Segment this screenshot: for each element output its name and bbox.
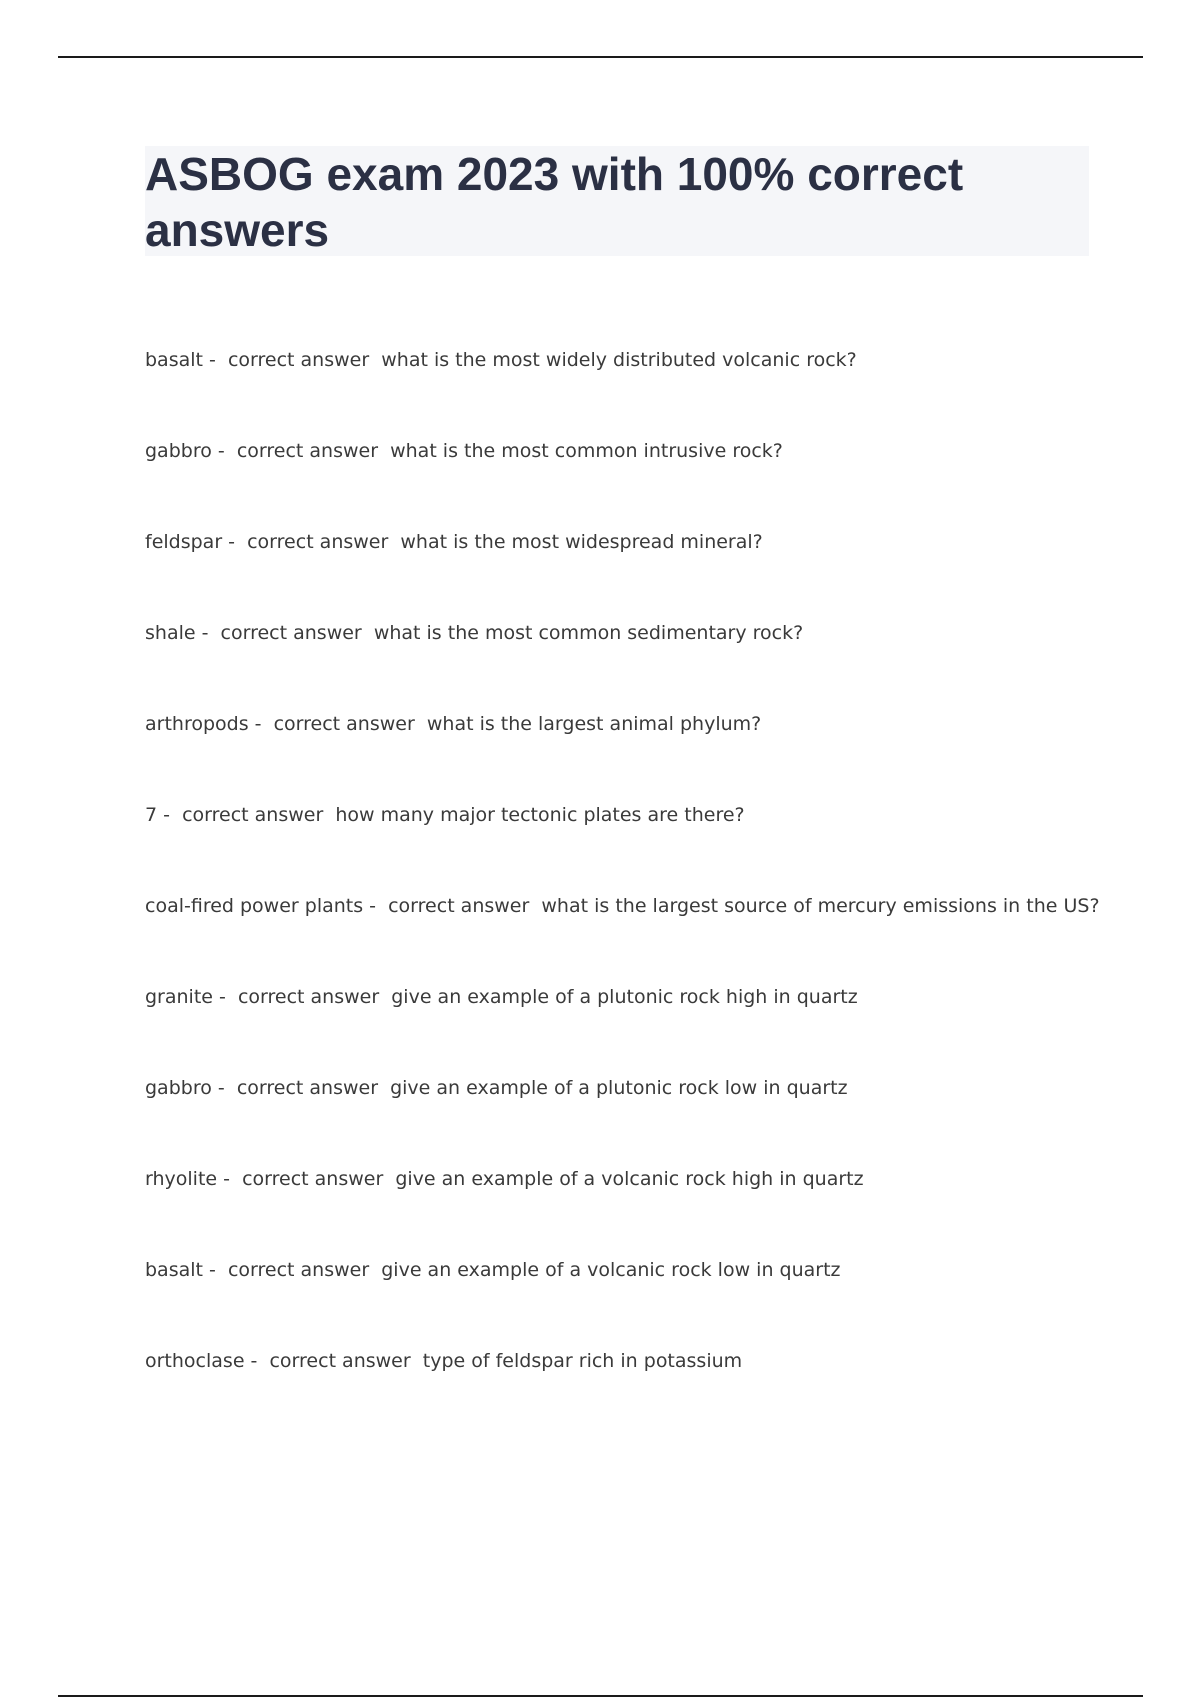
qa-answer: granite xyxy=(145,986,213,1008)
qa-separator: - correct answer xyxy=(212,986,392,1008)
qa-item xyxy=(145,436,1095,527)
qa-separator: - correct answer xyxy=(244,1350,423,1372)
qa-answer: gabbro xyxy=(145,440,212,462)
qa-list xyxy=(145,345,1100,1437)
qa-question: give an example of a plutonic rock high in quartz xyxy=(391,986,858,1008)
qa-separator: - correct answer xyxy=(211,1077,391,1099)
qa-item xyxy=(145,709,1095,800)
qa-separator: - correct answer xyxy=(202,349,382,371)
qa-item xyxy=(145,527,1095,618)
qa-question: what is the most common sedimentary rock? xyxy=(373,622,804,644)
qa-item xyxy=(145,618,1095,709)
qa-answer: gabbro xyxy=(145,1077,212,1099)
bottom-rule xyxy=(58,1695,1143,1697)
qa-item xyxy=(145,800,1095,891)
qa-answer: shale xyxy=(145,622,196,644)
qa-separator: - correct answer xyxy=(195,622,374,644)
qa-question: what is the most widely distributed volcanic rock? xyxy=(381,349,857,371)
qa-separator: - correct answer xyxy=(211,440,391,462)
qa-answer: basalt xyxy=(145,349,203,371)
qa-separator: - correct answer xyxy=(248,713,427,735)
qa-item xyxy=(145,982,1095,1073)
qa-item xyxy=(145,891,1100,982)
qa-answer: basalt xyxy=(145,1259,203,1281)
qa-separator: - correct answer xyxy=(363,895,542,917)
qa-item xyxy=(145,1073,1095,1164)
qa-item xyxy=(145,1164,1095,1255)
qa-question: what is the largest animal phylum? xyxy=(426,713,762,735)
qa-separator: - correct answer xyxy=(157,804,336,826)
qa-separator: - correct answer xyxy=(217,1168,396,1190)
qa-question: what is the most widespread mineral? xyxy=(400,531,763,553)
qa-question: type of feldspar rich in potassium xyxy=(422,1350,743,1372)
qa-separator: - correct answer xyxy=(222,531,401,553)
qa-separator: - correct answer xyxy=(202,1259,382,1281)
page-title: ASBOG exam 2023 with 100% correct answers xyxy=(145,148,964,256)
qa-answer: orthoclase xyxy=(145,1350,245,1372)
qa-item xyxy=(145,345,1095,436)
title-block xyxy=(145,146,1089,256)
qa-answer: coal-fired power plants xyxy=(145,895,364,917)
qa-item xyxy=(145,1346,1095,1437)
top-rule xyxy=(58,56,1143,58)
qa-question: give an example of a plutonic rock low in quartz xyxy=(390,1077,848,1099)
qa-answer: arthropods xyxy=(145,713,249,735)
qa-answer: 7 xyxy=(145,804,158,826)
qa-item xyxy=(145,1255,1095,1346)
qa-answer: feldspar xyxy=(145,531,223,553)
qa-question: give an example of a volcanic rock low in quartz xyxy=(381,1259,841,1281)
qa-question: what is the most common intrusive rock? xyxy=(390,440,783,462)
qa-question: what is the largest source of mercury emissions in the US? xyxy=(541,895,1100,917)
qa-question: give an example of a volcanic rock high in quartz xyxy=(395,1168,864,1190)
qa-answer: rhyolite xyxy=(145,1168,218,1190)
qa-question: how many major tectonic plates are there? xyxy=(335,804,745,826)
